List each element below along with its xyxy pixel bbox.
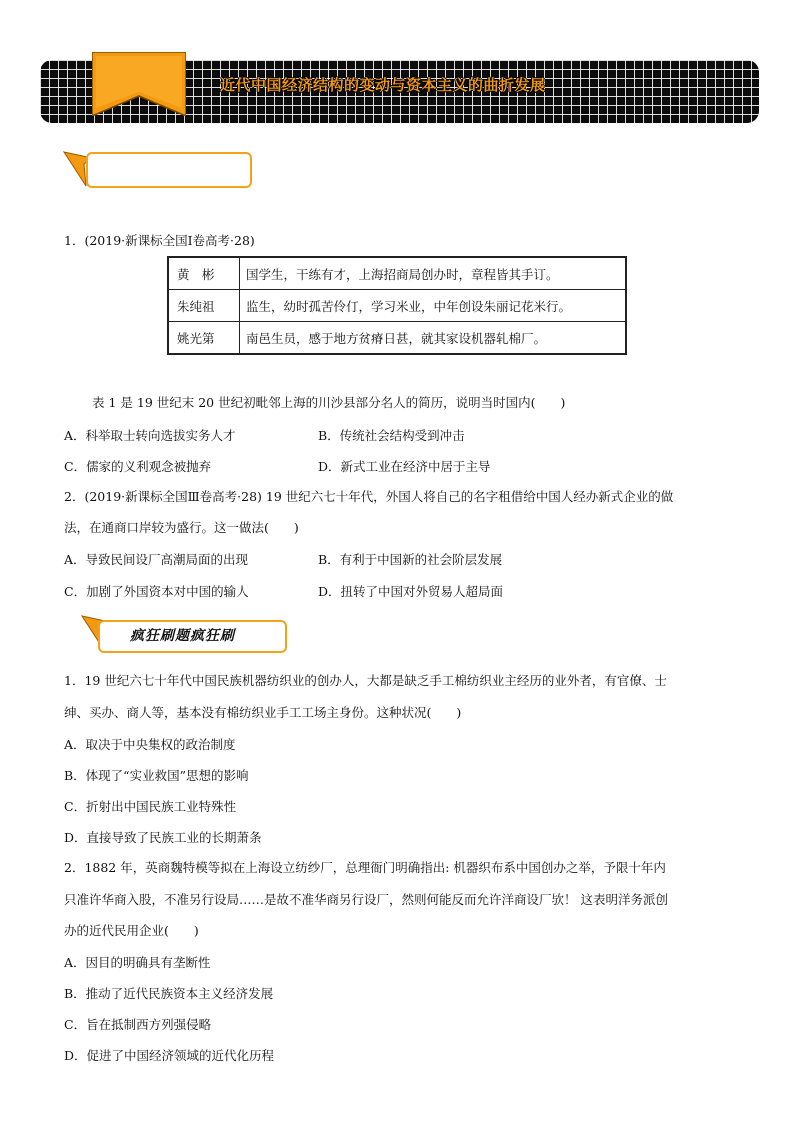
table-row (168, 322, 626, 355)
question-stem-line: 办的近代民用企业( ) (64, 923, 199, 938)
question-stem-line: 绅、买办、商人等，基本没有棉纺织业手工工场主身份。这种状况( ) (64, 705, 462, 720)
question-stem-line: 1．19 世纪六七十年代中国民族机器纺织业的创办人，大都是缺乏手工棉纺织业主经历的业外者，有官僚、士 (64, 673, 667, 688)
table-cell-bio: 监生，幼时孤苦伶仃，学习米业，中年创设朱丽记花米行。 (240, 290, 627, 322)
option-c[interactable]: C．加剧了外国资本对中国的输人 (64, 584, 249, 599)
option-a[interactable]: A．导致民间设厂高潮局面的出现 (64, 552, 249, 567)
option-b[interactable]: B．传统社会结构受到冲击 (318, 428, 465, 443)
option-c[interactable]: C．旨在抵制西方列强侵略 (64, 1017, 212, 1032)
option-b[interactable]: B．有利于中国新的社会阶层发展 (318, 552, 503, 567)
question-stem-line: 2．(2019·新课标全国Ⅲ卷高考·28) 19 世纪六七十年代，外国人将自己的名字租借给中国人经办新式企业的做 (64, 489, 674, 504)
table-cell-bio: 国学生，干练有才，上海招商局创办时，章程皆其手订。 (240, 257, 627, 290)
bookmark-ribbon-icon (92, 52, 186, 116)
option-d[interactable]: D．促进了中国经济领域的近代化历程 (64, 1048, 275, 1063)
question-stem-line: 只准许华商入股，不准另行设局……是故不准华商另行设厂，然则何能反而允许洋商设厂欤！ 这表明洋务派创 (64, 892, 668, 907)
question-stem-line: 法，在通商口岸较为盛行。这一做法( ) (64, 520, 299, 535)
table-row (168, 290, 626, 322)
option-c[interactable]: C．折射出中国民族工业特殊性 (64, 799, 237, 814)
question-stem: 表 1 是 19 世纪末 20 世纪初毗邻上海的川沙县部分名人的简历，说明当时国内( ) (92, 395, 566, 410)
option-a[interactable]: A．因目的明确具有垄断性 (64, 955, 211, 970)
table-cell-bio: 南邑生员，感于地方贫瘠日甚，就其家设机器轧棉厂。 (240, 322, 627, 355)
table-row (168, 257, 626, 290)
question-stem-line: 2．1882 年，英商魏特模等拟在上海设立纺纱厂，总理衙门明确指出: 机器织布系中国创办之举，予限十年内 (64, 860, 666, 875)
biography-table (167, 256, 627, 355)
option-b[interactable]: B．体现了“实业救国”思想的影响 (64, 768, 249, 783)
option-d[interactable]: D．直接导致了民族工业的长期萧条 (64, 830, 262, 845)
section-label-box (86, 152, 252, 188)
question-number-source: 1．(2019·新课标全国Ⅰ卷高考·28) (64, 233, 255, 248)
option-a[interactable]: A．科举取士转向选拔实务人才 (64, 428, 236, 443)
section-title: 疯狂刷题疯狂刷 (130, 628, 235, 644)
option-b[interactable]: B．推动了近代民族资本主义经济发展 (64, 986, 274, 1001)
table-cell-name: 朱纯祖 (168, 290, 240, 322)
chapter-title: 近代中国经济结构的变动与资本主义的曲折发展 (220, 76, 546, 94)
table-cell-name: 黄 彬 (168, 257, 240, 290)
option-d[interactable]: D．新式工业在经济中居于主导 (318, 459, 491, 474)
option-a[interactable]: A．取决于中央集权的政治制度 (64, 737, 236, 752)
option-c[interactable]: C．儒家的义利观念被抛弃 (64, 459, 212, 474)
option-d[interactable]: D．扭转了中国对外贸易人超局面 (318, 584, 504, 599)
table-cell-name: 姚光第 (168, 322, 240, 355)
